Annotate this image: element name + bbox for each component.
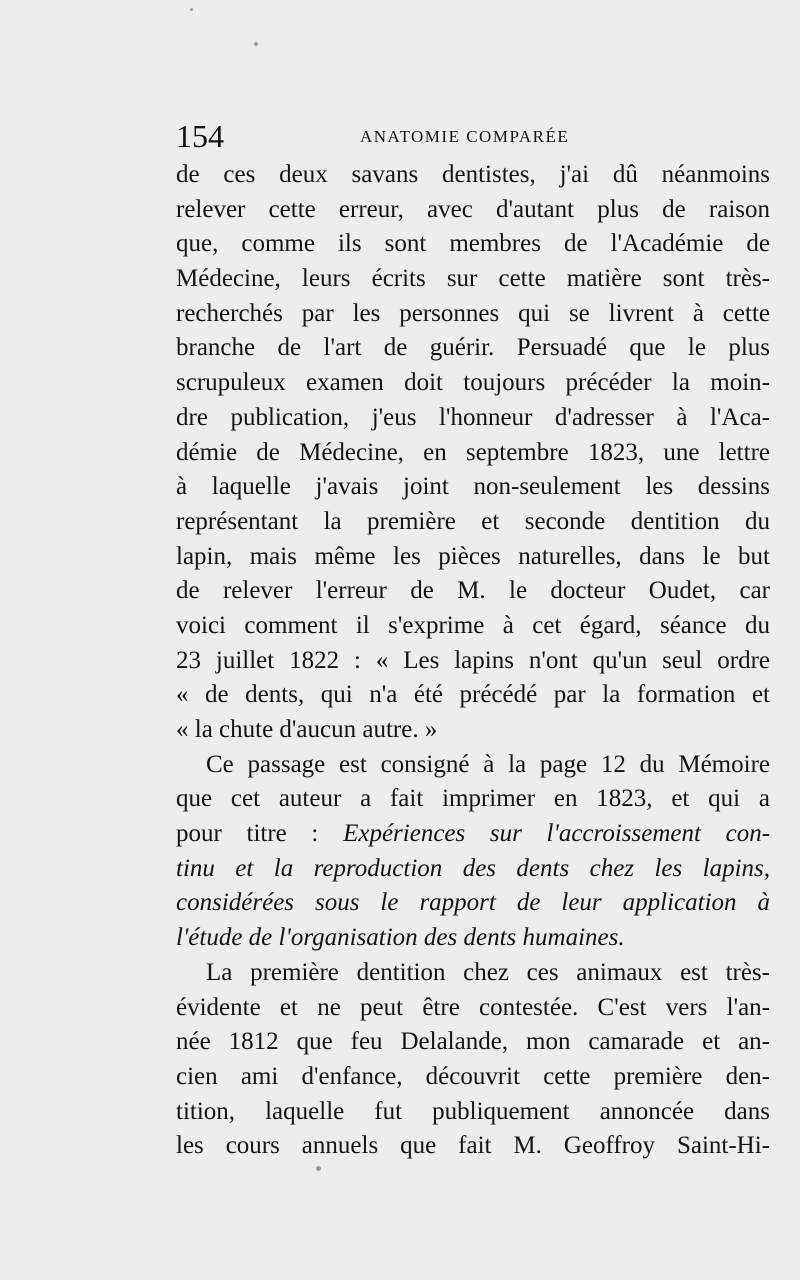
- scan-speck: [316, 1166, 321, 1171]
- italic-title-line: tinu et la reproduction des dents chez les lapins,: [176, 854, 770, 882]
- text-line: démie de Médecine, en septembre 1823, une lettre: [176, 438, 770, 466]
- text-line: née 1812 que feu Delalande, mon camarade et an-: [176, 1028, 770, 1056]
- running-head: ANATOMIE COMPARÉE: [360, 127, 570, 146]
- text-line: que cet auteur a fait imprimer en 1823, et qui a: [176, 785, 770, 813]
- text-line: à laquelle j'avais joint non-seulement les dessins: [176, 473, 770, 501]
- text-line: que, comme ils sont membres de l'Académie de: [176, 230, 770, 258]
- page-number: 154: [176, 118, 224, 154]
- title-intro-line: [176, 817, 770, 852]
- page-header: [176, 118, 766, 158]
- text-line: représentant la première et seconde dentition du: [176, 507, 770, 535]
- text-line: « de dents, qui n'a été précédé par la formation et: [176, 681, 770, 709]
- text-line: les cours annuels que fait M. Geoffroy Saint-Hi-: [176, 1132, 770, 1160]
- scan-speck: [254, 42, 258, 46]
- text-line: évidente et ne peut être contestée. C'est vers l'an-: [176, 993, 770, 1021]
- text-line: cien ami d'enfance, découvrit cette première den-: [176, 1062, 770, 1090]
- italic-title: Expériences sur l'accroissement con-: [343, 820, 771, 848]
- text-line: « la chute d'aucun autre. »: [176, 716, 438, 743]
- paragraph-start-line: Ce passage est consigné à la page 12 du Mémoire: [206, 750, 770, 778]
- body-text: [176, 158, 770, 1164]
- text-line: dre publication, j'eus l'honneur d'adresser à l'Aca-: [176, 403, 770, 431]
- text-line: branche de l'art de guérir. Persuadé que le plus: [176, 334, 770, 362]
- title-intro-label: pour titre :: [176, 820, 319, 848]
- italic-title-line: l'étude de l'organisation des dents humaines.: [176, 924, 625, 952]
- text-line: relever cette erreur, avec d'autant plus de raison: [176, 195, 770, 223]
- text-line: tition, laquelle fut publiquement annoncée dans: [176, 1097, 770, 1125]
- text-line: recherchés par les personnes qui se livrent à cette: [176, 299, 770, 327]
- paragraph-start-line: La première dentition chez ces animaux est très-: [206, 958, 770, 986]
- text-line: lapin, mais même les pièces naturelles, dans le but: [176, 542, 770, 570]
- text-line: 23 juillet 1822 : « Les lapins n'ont qu'un seul ordre: [176, 646, 770, 674]
- text-line: scrupuleux examen doit toujours précéder la moin-: [176, 369, 770, 397]
- text-line: de ces deux savans dentistes, j'ai dû néanmoins: [176, 161, 770, 188]
- italic-title-line: considérées sous le rapport de leur application à: [176, 889, 770, 917]
- text-line: de relever l'erreur de M. le docteur Oudet, car: [176, 577, 770, 605]
- text-line: voici comment il s'exprime à cet égard, séance du: [176, 611, 770, 639]
- scan-speck: [190, 8, 193, 11]
- text-line: Médecine, leurs écrits sur cette matière sont très-: [176, 265, 770, 293]
